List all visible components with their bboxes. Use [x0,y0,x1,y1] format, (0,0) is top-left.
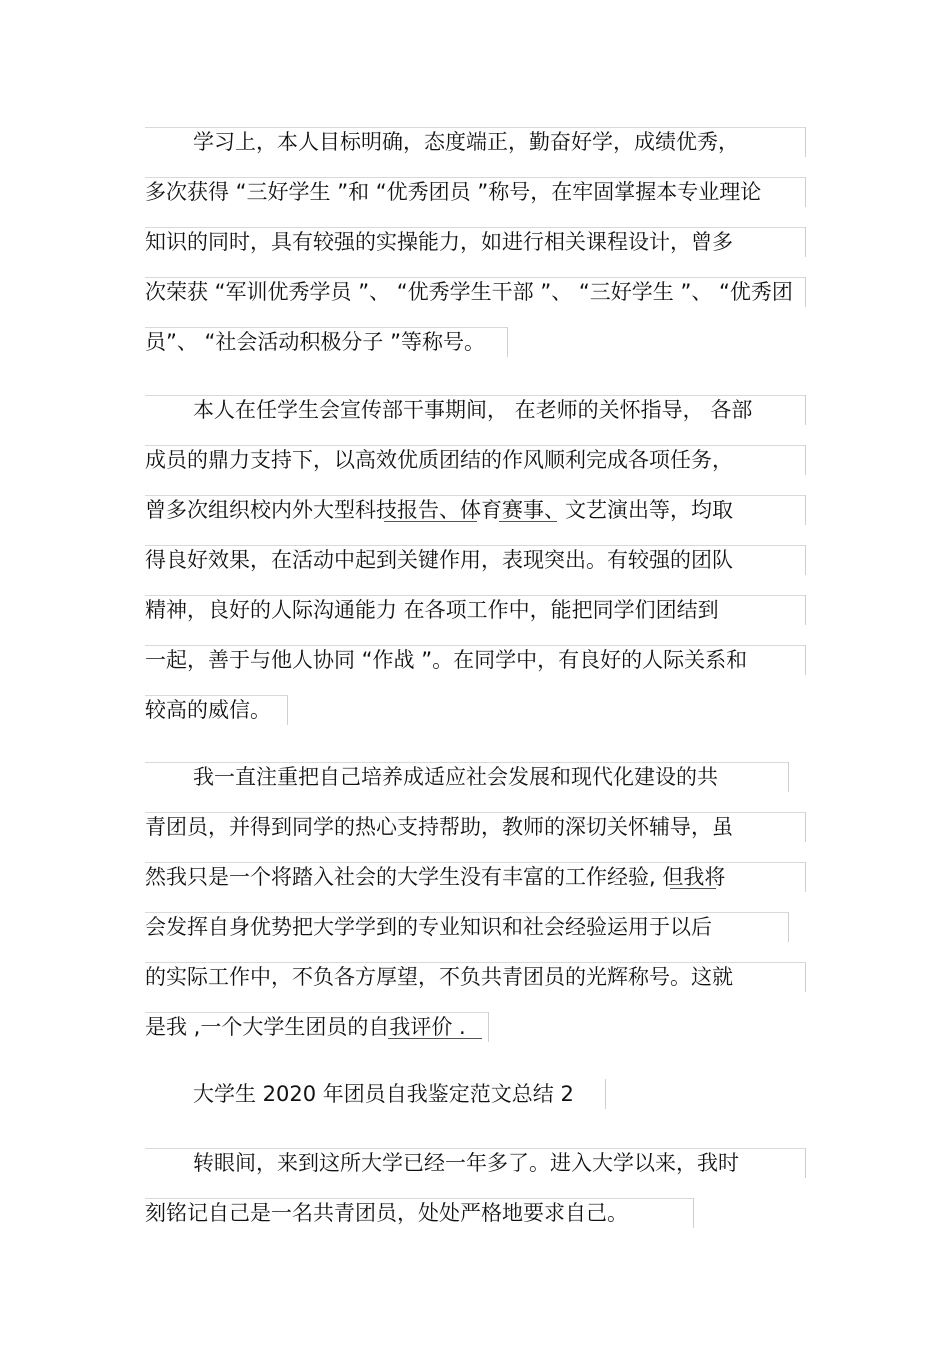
paragraph-line: 转眼间，来到这所大学已经一年多了。进入大学以来，我时 [193,1151,739,1175]
paragraph-line: 较高的威信。 [145,698,271,722]
paragraph-line: 多次获得 “三好学生 ”和 “优秀团员 ”称号，在牢固掌握本专业理论 [145,180,762,204]
paragraph-line: 然我只是一个将踏入社会的大学生没有丰富的工作经验, 但我将 [145,865,726,889]
underline-mark [670,888,716,889]
paragraph-line: 学习上，本人目标明确，态度端正，勤奋好学，成绩优秀， [193,130,739,154]
underline-mark [384,521,477,522]
paragraph-line: 青团员，并得到同学的热心支持帮助，教师的深切关怀辅导，虽 [145,815,733,839]
paragraph-line: 次荣获 “军训优秀学员 ”、 “优秀学生干部 ”、 “三好学生 ”、 “优秀团 [145,280,793,304]
paragraph-line: 成员的鼎力支持下，以高效优质团结的作风顺利完成各项任务， [145,448,733,472]
paragraph-line: 刻铭记自己是一名共青团员，处处严格地要求自己。 [145,1201,628,1225]
paragraph-line: 本人在任学生会宣传部干事期间， 在老师的关怀指导， 各部 [193,398,753,422]
paragraph-line: 曾多次组织校内外大型科技报告、体育赛事、文艺演出等，均取 [145,498,733,522]
underline-mark [388,1038,482,1039]
paragraph-line: 的实际工作中，不负各方厚望，不负共青团员的光辉称号。这就 [145,965,733,989]
paragraph-line: 是我 ,一个大学生团员的自我评价 . [145,1015,466,1039]
paragraph-line: 员”、 “社会活动积极分子 ”等称号。 [145,330,485,354]
paragraph-line: 得良好效果，在活动中起到关键作用，表现突出。有较强的团队 [145,548,733,572]
paragraph-line: 会发挥自身优势把大学学到的专业知识和社会经验运用于以后 [145,915,712,939]
paragraph-line: 知识的同时，具有较强的实操能力，如进行相关课程设计，曾多 [145,230,733,254]
paragraph-line: 一起，善于与他人协同 “作战 ”。在同学中，有良好的人际关系和 [145,648,748,672]
section-heading: 大学生 2020 年团员自我鉴定范文总结 2 [193,1082,574,1106]
paragraph-line: 精神，良好的人际沟通能力 在各项工作中，能把同学们团结到 [145,598,719,622]
paragraph-line: 我一直注重把自己培养成适应社会发展和现代化建设的共 [193,765,718,789]
underline-mark [499,521,557,522]
